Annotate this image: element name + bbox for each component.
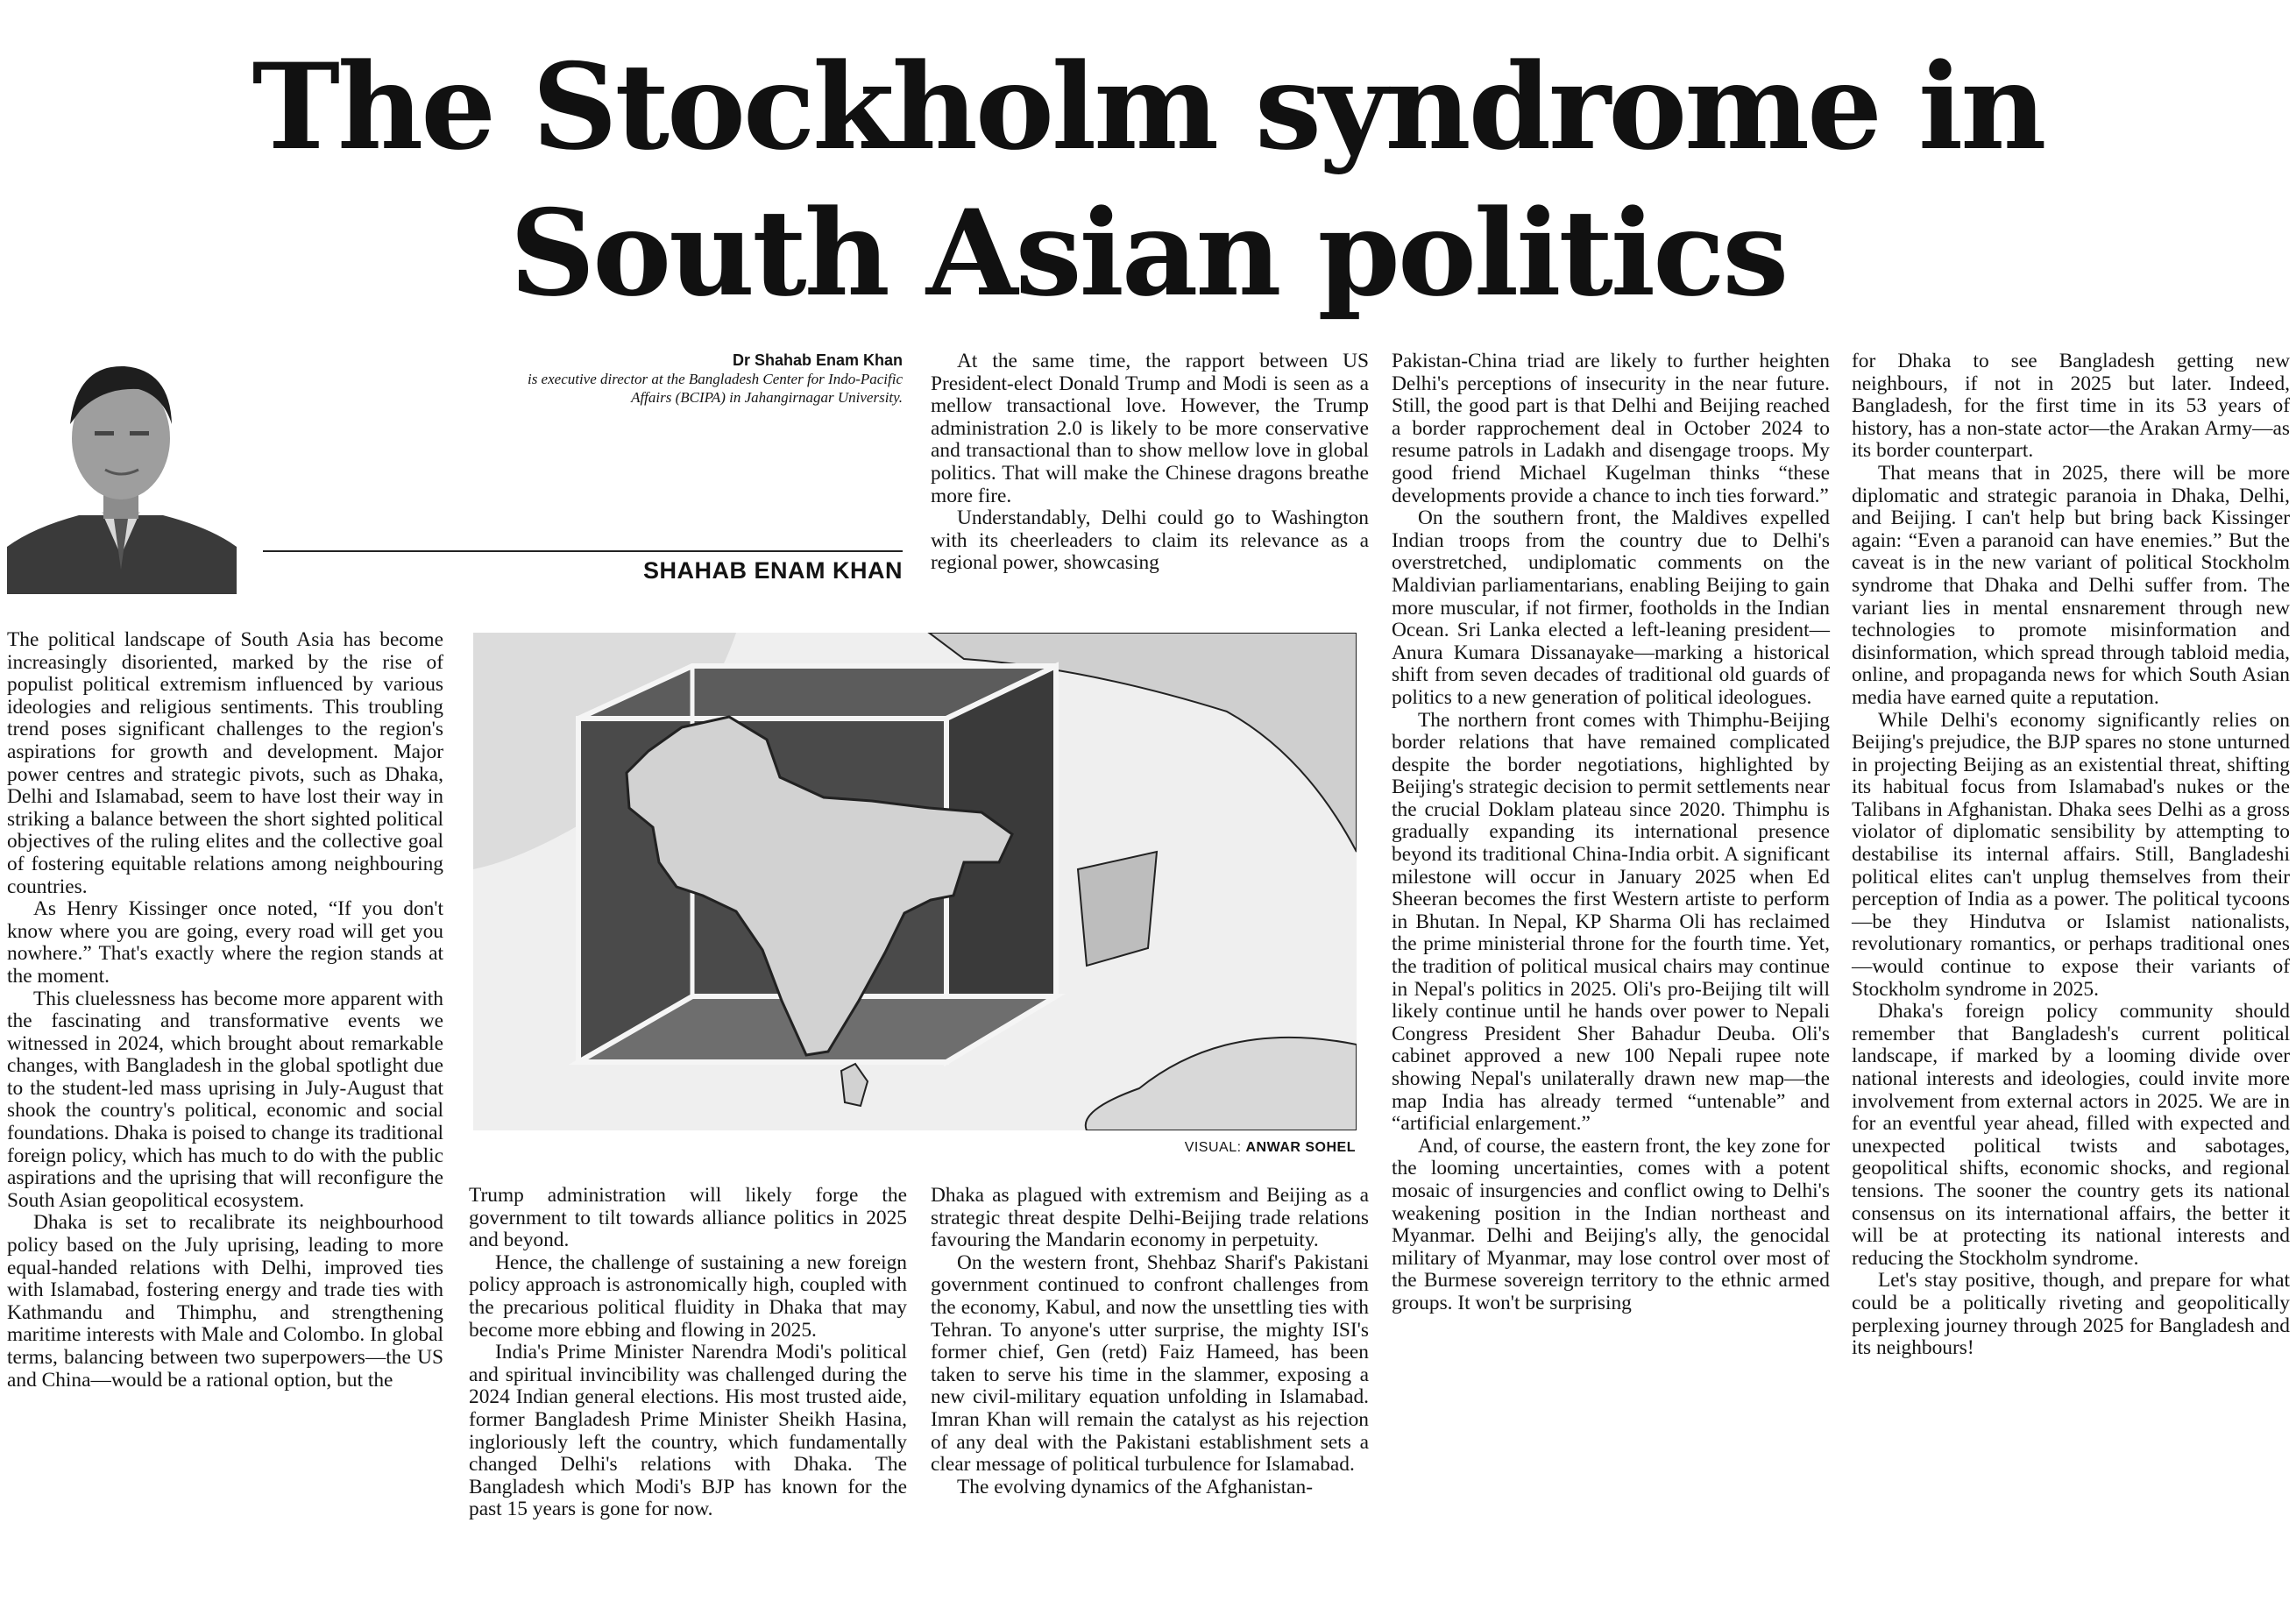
paragraph: Dhaka's foreign policy community should remember that Bangladesh's current political landscape, if marked by a looming divide over national interests and ideologies, could invite more involvement from external actors in 2025. We are in for an eventful year ahead, filled with expected and unexpected political twists and sabotages, geopolitical shifts, economic shocks, and regional tensions. The sooner the country gets its national consensus on its international affairs, the better it will be at protecting its national interests and reducing the Stockholm syndrome. xyxy=(1852,1000,2290,1270)
paragraph: While Delhi's economy significantly relies on Beijing's prejudice, the BJP spares no stone unturned in projecting Beijing as an existential threat, shifting its habitual focus from Islamabad's nukes or the Talibans in Afghanistan. Dhaka sees Delhi as a gross violator of diplomatic sensibility by attempting to destabilise its internal affairs. Still, Bangladeshi political elites can't unplug themselves from their perception of India as a power. The political tycoons—be they Hindutva or Islamist nationalists, revolutionary romantics, or perhaps traditional ones—would continue to expose their variants of Stockholm syndrome in 2025. xyxy=(1852,708,2290,1001)
paragraph: Pakistan-China triad are likely to further heighten Delhi's perceptions of insecurity in the near future. Still, the good part is that Delhi and Beijing reached a border rapprochement deal in October 2024 to resume patrols in Ladakh and disengage troops. My good friend Michael Kugelman thinks “these developments provide a chance to inch ties forward.” xyxy=(1392,350,1830,507)
column-2 xyxy=(469,1185,907,1521)
byline-rule xyxy=(263,550,903,552)
paragraph: The evolving dynamics of the Afghanistan- xyxy=(957,1475,1313,1498)
column-3-top xyxy=(931,351,1369,575)
paragraph: The northern front comes with Thimphu-Beijing border relations that have remained complicated despite the border negotiations, highlighted by Beijing's strategic decision to permit settlements near the crucial Doklam plateau since 2020. Thimphu is gradually expanding its international presence beyond its traditional China-India orbit. A significant milestone will occur in January 2025 when Ed Sheeran becomes the first Western artiste to perform in Bhutan. In Nepal, KP Sharma Oli has reclaimed the prime ministerial throne for the fourth time. Yet, the tradition of political musical chairs may continue in Nepal's politics in 2025. Oli's pro-Beijing tilt will likely continue until he hands over power to Nepali Congress President Sher Bahadur Deuba. Oli's cabinet approved a new 100 Nepali rupee note showing Nepal's unilaterally drawn new map—the map India has already termed “untenable” and “artificial enlargement.” xyxy=(1392,708,1830,1136)
paragraph: On the western front, Shehbaz Sharif's Pakistani government continued to confront challenges from the economy, Kabul, and now the unsettling ties with Tehran. To anyone's utter surprise, the mighty ISI's former chief, Gen (retd) Faiz Hameed, has been taken to serve his time in the slammer, exposing a new civil-military equation unfolding in Islamabad. Imran Khan will remain the catalyst as his rejection of any deal with the Pakistani establishment sets a clear message of political turbulence for Islamabad. xyxy=(931,1250,1369,1477)
headline-line-1: The Stockholm syndrome in xyxy=(252,37,2044,176)
illustration-map-in-box xyxy=(473,633,1357,1130)
paragraph: Trump administration will likely forge the government to tilt towards alliance politics in 2025 and beyond. xyxy=(469,1184,907,1252)
paragraph: Dhaka is set to recalibrate its neighbourhood policy based on the July uprising, leading to more equal-handed relations with Delhi, improved ties with Islamabad, fostering energy and trade ties with Kathmandu and Thimphu, and strengthening maritime interests with Male and Colombo. In global terms, balancing between two superpowers—the US and China—would be a rational option, but the xyxy=(7,1211,443,1392)
paragraph: Let's stay positive, though, and prepare for what could be a politically riveting and geopolitically perplexing journey through 2025 for Bangladesh and its neighbours! xyxy=(1852,1269,2290,1360)
byline-description-line-1: is executive director at the Bangladesh Center for Indo-Pacific xyxy=(527,371,903,387)
author-name: SHAHAB ENAM KHAN xyxy=(643,557,903,584)
column-5 xyxy=(1852,351,2290,1360)
paragraph: That means that in 2025, there will be more diplomatic and strategic paranoia in Dhaka, Delhi, and Beijing. I can't help but bring back Kissinger again: “Even a paranoid can have enemies.” But the caveat is in the new variant of political Stockholm syndrome that Dhaka and Delhi suffer from. The variant lies in mental ensnarement through new technologies to promote misinformation and disinformation, which spread through tabloid media, online, and propaganda news for which South Asian media have earned quite a reputation. xyxy=(1852,461,2290,709)
column-4 xyxy=(1392,351,1830,1315)
byline-description-line-2: Affairs (BCIPA) in Jahangirnagar University. xyxy=(631,389,903,406)
paragraph: At the same time, the rapport between US President-elect Donald Trump and Modi is seen as a mellow transactional love. However, the Trump administration 2.0 is likely to be more conservative and transactional than to show mellow love in global politics. That will make the Chinese dragons breathe more fire. xyxy=(931,350,1369,507)
byline-block xyxy=(289,351,903,407)
visual-credit xyxy=(1148,1140,1356,1156)
column-1 xyxy=(7,629,443,1392)
paragraph: Dhaka as plagued with extremism and Beijing as a strategic threat despite Delhi-Beijing trade relations favouring the Mandarin economy in perpetuity. xyxy=(931,1184,1369,1252)
paragraph: India's Prime Minister Narendra Modi's political and spiritual invincibility was challenged during the 2024 Indian general elections. His most trusted aide, former Bangladesh Prime Minister Sheikh Hasina, ingloriously left the country, which fundamentally changed Delhi's relations with Dhaka. The Bangladesh which Modi's BJP has known for the past 15 years is gone for now. xyxy=(469,1341,907,1521)
visual-credit-prefix: VISUAL: xyxy=(1184,1140,1242,1155)
paragraph: for Dhaka to see Bangladesh getting new neighbours, if not in 2025 but later. Indeed, Bangladesh, for the first time in its 53 years of history, has a non-state actor—the Arakan Army—as its border counterpart. xyxy=(1852,350,2290,463)
paragraph: And, of course, the eastern front, the key zone for the looming uncertainties, comes with a potent mosaic of insurgencies and conflict owing to Delhi's weakening position in the Indian northeast and Myanmar. Delhi and Beijing's ally, the genocidal military of Myanmar, may lose control over most of the Burmese sovereign territory to the ethnic armed groups. It won't be surprising xyxy=(1392,1134,1830,1314)
paragraph: This cluelessness has become more apparent with the fascinating and transformative events we witnessed in 2024, which brought about remarkable changes, with Bangladesh in the global spotlight due to the student-led mass uprising in July-August that shook the country's political, economic and social foundations. Dhaka is poised to change its traditional foreign policy, which has much to do with the public aspirations and the uprising that will reconfigure the South Asian geopolitical ecosystem. xyxy=(7,987,443,1212)
column-3-bottom xyxy=(931,1185,1369,1498)
headline-line-2: South Asian politics xyxy=(509,183,1787,322)
author-photo xyxy=(7,340,237,594)
visual-credit-name: ANWAR SOHEL xyxy=(1245,1140,1356,1155)
paragraph: As Henry Kissinger once noted, “If you don't know where you are going, every road will get you nowhere.” That's exactly where the region stands at the moment. xyxy=(7,897,443,988)
paragraph: The political landscape of South Asia has become increasingly disoriented, marked by the rise of populist political extremism influenced by various ideologies and religious sentiments. This troubling trend poses significant challenges to the region's aspirations for growth and development. Major power centres and strategic pivots, such as Dhaka, Delhi and Islamabad, seem to have lost their way in striking a balance between the short sighted political objectives of the ruling elites and the collective goal of fostering equitable relations among neighbouring countries. xyxy=(7,628,443,898)
paragraph: Understandably, Delhi could go to Washington with its cheerleaders to claim its relevance as a regional power, showcasing xyxy=(931,506,1369,575)
paragraph: Hence, the challenge of sustaining a new foreign policy approach is astronomically high, coupled with the precarious political fluidity in Dhaka that may become more ebbing and flowing in 2025. xyxy=(469,1250,907,1342)
byline-name: Dr Shahab Enam Khan xyxy=(732,351,903,369)
paragraph: On the southern front, the Maldives expelled Indian troops from the country due to Delhi's overstretched, undiplomatic comments on the Maldivian parliamentarians, enabling Beijing to gain more muscular, if not firmer, footholds in the Indian Ocean. Sri Lanka elected a left-leaning president—Anura Kumara Dissanayake—marking a historical shift from seven decades of traditional old guards of politics to a new generation of political ideologues. xyxy=(1392,506,1830,709)
headline xyxy=(0,33,2296,326)
